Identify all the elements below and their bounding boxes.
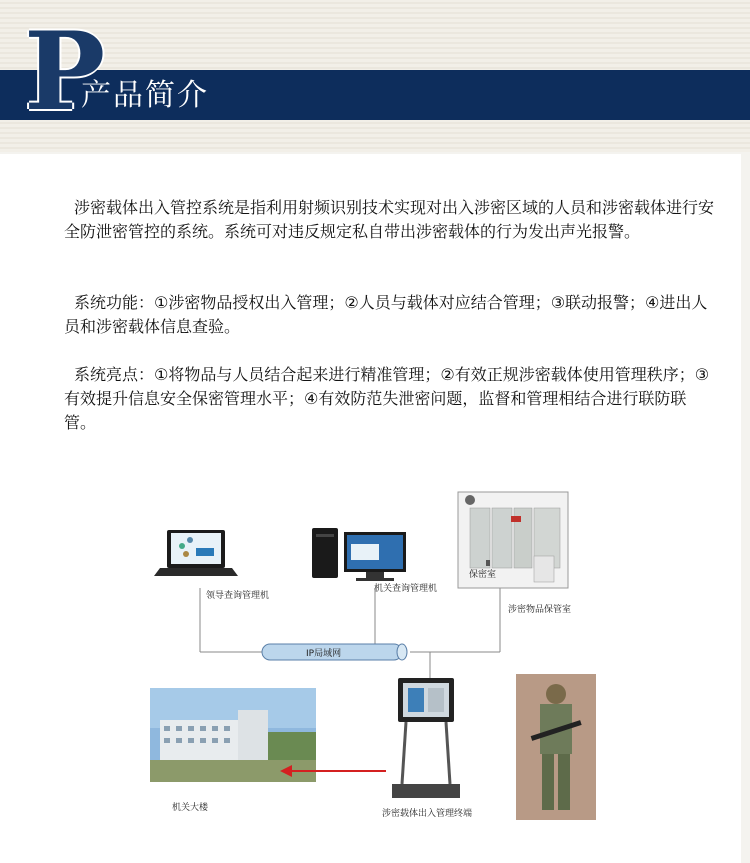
terminal-label: 涉密载体出入管理终端: [382, 809, 473, 819]
room-sign-label: 保密室: [469, 570, 497, 580]
office-pc-label: 机关查询管理机: [374, 584, 438, 594]
leader-pc-label: 领导查询管理机: [206, 591, 270, 601]
header-initial-letter: P: [24, 9, 106, 135]
connection-lines: [200, 568, 500, 680]
intro-paragraph: 涉密载体出入管控系统是指利用射频识别技术实现对出入涉密区域的人员和涉密载体进行安全防泄密管控的系统。系统可对违反规定私自带出涉密载体的行为发出声光报警。: [64, 198, 715, 241]
section-title: 产品简介: [81, 78, 209, 113]
highlights-paragraph: 系统亮点：①将物品与人员结合起来进行精准管理；②有效正规涉密载体使用管理秩序；③有效提升信息安全保密管理水平；④有效防范失泄密问题，监督和管理相结合进行联防联管。: [64, 365, 710, 432]
system-diagram: [130, 488, 610, 828]
network-label: IP局域网: [306, 649, 342, 659]
cabinet-label: 涉密物品保管室: [508, 605, 572, 615]
kiosk-terminal-icon: [392, 678, 460, 798]
office-desktop-icon: [312, 528, 406, 581]
functions-paragraph: 系统功能：①涉密物品授权出入管理；②人员与载体对应结合管理；③联动报警；④进出人员和涉密载体信息查验。: [64, 293, 708, 336]
leader-laptop-icon: [154, 530, 238, 576]
building-label: 机关大楼: [172, 803, 209, 813]
guard-photo: [516, 674, 596, 820]
